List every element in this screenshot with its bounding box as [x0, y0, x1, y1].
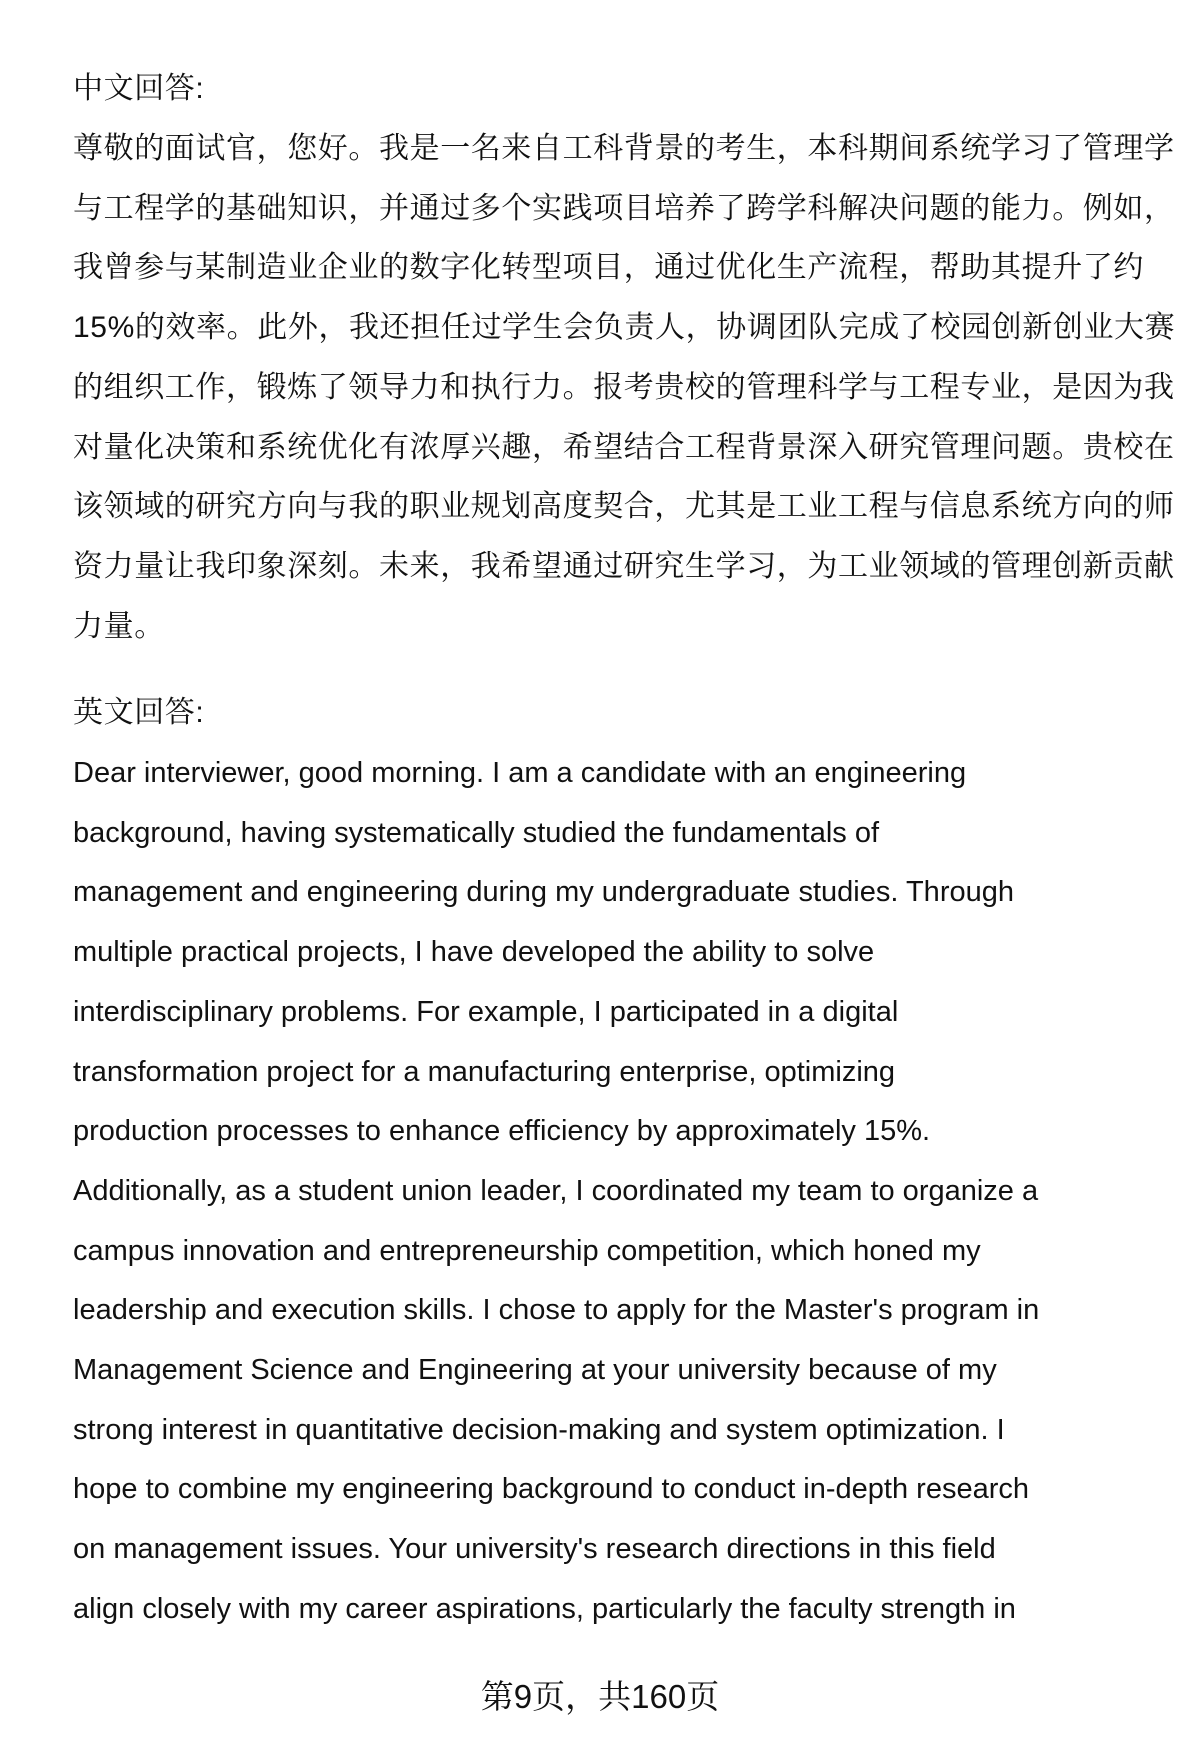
chinese-heading: 中文回答: — [73, 72, 205, 105]
text-line: on management issues. Your university's research directions in this field — [73, 1533, 996, 1566]
text-line: 15%的效率。此外，我还担任过学生会负责人，协调团队完成了校园创新创业大赛 — [73, 311, 1176, 345]
text-line: Management Science and Engineering at your university because of my — [73, 1354, 997, 1386]
text-line: 尊敬的面试官，您好。我是一名来自工科背景的考生，本科期间系统学习了管理学 — [73, 132, 1175, 165]
text-line: 对量化决策和系统优化有浓厚兴趣，希望结合工程背景深入研究管理问题。贵校在 — [73, 430, 1175, 464]
text-line: strong interest in quantitative decision-making and system optimization. I — [73, 1413, 1005, 1446]
text-line: interdisciplinary problems. For example, I participated in a digital — [73, 995, 899, 1028]
text-line: 力量。 — [73, 609, 165, 643]
text-line: leadership and execution skills. I chose to apply for the Master's program in — [73, 1294, 1040, 1327]
page-indicator: 第9页，共160页 — [480, 1678, 720, 1715]
text-line: 的组织工作，锻炼了领导力和执行力。报考贵校的管理科学与工程专业，是因为我 — [73, 370, 1175, 404]
text-line: hope to combine my engineering background to conduct in-depth research — [73, 1473, 1029, 1506]
text-line: campus innovation and entrepreneurship competition, which honed my — [73, 1234, 981, 1267]
text-line: Dear interviewer, good morning. I am a candidate with an engineering — [73, 757, 967, 789]
text-line: 资力量让我印象深刻。未来，我希望通过研究生学习，为工业领域的管理创新贡献 — [73, 549, 1175, 583]
text-line: multiple practical projects, I have developed the ability to solve — [73, 936, 875, 969]
text-line: Additionally, as a student union leader, I coordinated my team to organize a — [73, 1174, 1039, 1207]
text-line: 与工程学的基础知识，并通过多个实践项目培养了跨学科解决问题的能力。例如， — [73, 191, 1175, 225]
text-line: background, having systematically studied the fundamentals of — [73, 816, 880, 849]
text-line: 我曾参与某制造业企业的数字化转型项目，通过优化生产流程，帮助其提升了约 — [73, 251, 1144, 285]
text-line: production processes to enhance efficiency by approximately 15%. — [73, 1115, 931, 1148]
english-heading: 英文回答: — [73, 696, 205, 729]
text-line: 该领域的研究方向与我的职业规划高度契合，尤其是工业工程与信息系统方向的师 — [73, 490, 1175, 524]
text-line: align closely with my career aspirations, particularly the faculty strength in — [73, 1592, 1016, 1625]
text-line: transformation project for a manufacturing enterprise, optimizing — [73, 1055, 896, 1088]
text-line: management and engineering during my undergraduate studies. Through — [73, 876, 1014, 909]
